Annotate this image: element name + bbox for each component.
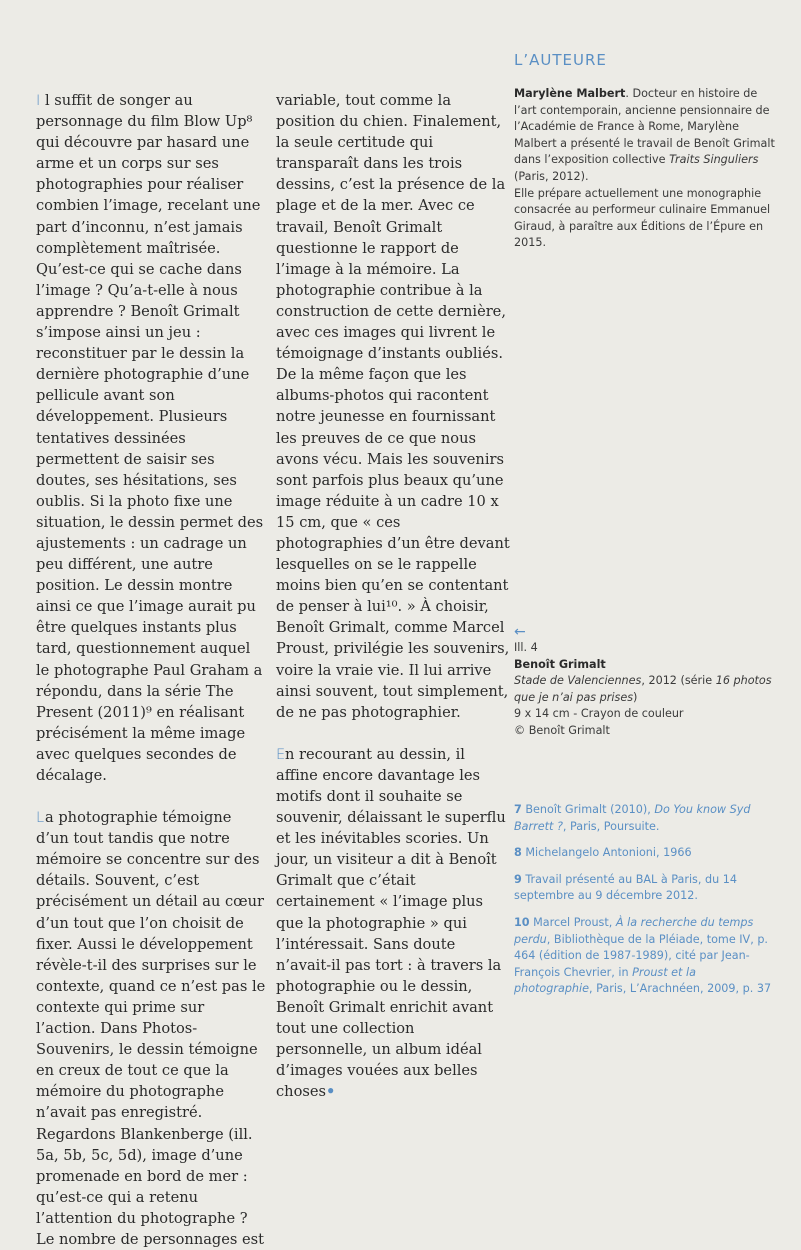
left-arrow-icon: ← xyxy=(514,624,526,640)
footnote-text: , Paris, Poursuite. xyxy=(562,819,660,833)
footnote-text: , Bibliothèque de la Pléiade, tome IV, p. 464 (édition de 1987-1989), cité par Jean-François Chevrier, in xyxy=(514,932,768,979)
footnote-text: Travail présenté au BAL à Paris, du 14 septembre au 9 décembre 2012. xyxy=(514,872,737,903)
footnote-number: 7 xyxy=(514,803,522,816)
paragraph-text: n recourant au dessin, il affine encore davantage les motifs dont il souhaite se souvenir, délaissant le superflu et les inévitables scories. Un jour, un visiteur a dit à Benoît Grimalt que c’était certainement « l’image plus que la photographie » qui l’intéressait. Sans doute n’avait-il pas tort : à travers la photographie ou le dessin, Benoît Grimalt enrichit avant tout une collection personnelle, un album idéal d’images vouées aux belles choses xyxy=(276,745,506,1101)
exhibition-title: Traits Singuliers xyxy=(669,153,759,167)
paragraph-dessin xyxy=(276,744,510,1103)
article-column-1 xyxy=(36,90,268,1250)
footnote-text: Michelangelo Antonioni, 1966 xyxy=(521,846,692,860)
footnote-7 xyxy=(514,802,776,835)
caption-copyright: © Benoît Grimalt xyxy=(514,723,610,737)
paragraph-text: l suffit de songer au personnage du film Blow Up⁸ qui découvre par hasard une arme et un corps sur ses photographies pour réaliser combien l’image, recelant une part d’inconnu, n’est jamais complètement maîtrisée. Qu’est-ce qui se cache dans l’image ? Qu’a-t-elle à nous apprendre ? Benoît Grimalt s’impose ainsi un jeu : reconstituer par le dessin la dernière photographie d’une pellicule avant son développement. Plusieurs tentatives dessinées permettent de saisir ses doutes, ses hésitations, ses oublis. Si la photo fixe une situation, le dessin permet des ajustements : un cadrage un peu différent, une autre position. Le dessin montre ainsi ce que l’image aurait pu être quelques instants plus tard, questionnement auquel le photographe Paul Graham a répondu, dans la série The Present (2011)⁹ en réalisant précisément la même image avec quelques secondes de décalage. xyxy=(36,92,264,784)
footnote-10 xyxy=(514,915,776,998)
caption-title: Stade de Valenciennes xyxy=(514,674,642,688)
caption-text: , 2012 (série xyxy=(641,674,716,688)
caption-dimensions: 9 x 14 cm - Crayon de couleur xyxy=(514,707,684,721)
author-bio-text: (Paris, 2012). xyxy=(514,169,589,183)
author-bio xyxy=(514,86,776,252)
paragraph-blow-up xyxy=(36,90,268,786)
footnotes xyxy=(514,802,776,1008)
footnote-italic: À la recherche du temps perdu xyxy=(514,915,754,946)
article-column-2 xyxy=(276,90,510,1102)
author-bio-text: . Docteur en histoire de l’art contemporain, ancienne pensionnaire de l’Académie de France à Rome, Marylène Malbert a présenté le travail de Benoît Grimalt dans l’exposition collective xyxy=(514,87,775,167)
author-bio-line2: Elle prépare actuellement une monographie consacrée au performeur culinaire Emmanuel Giraud, à paraître aux Éditions de l’Épure en 2015. xyxy=(514,186,771,250)
caption-artist: Benoît Grimalt xyxy=(514,657,606,671)
dropcap-l: L xyxy=(36,809,45,827)
footnote-italic: Do You know Syd Barrett ? xyxy=(514,803,751,833)
footnote-number: 9 xyxy=(514,872,522,886)
footnote-text: Marcel Proust, xyxy=(529,915,616,929)
footnote-9 xyxy=(514,872,776,905)
paragraph-text: a photographie témoigne d’un tout tandis que notre mémoire se concentre sur des détails. Souvent, c’est précisément un détail au cœur d’un tout que l’on choisit de fixer. Aussi le développement révèle-t-il des surprises sur le contexte, quand ce n’est pas le contexte qui prime sur l’action. Dans Photos-Souvenirs, le dessin témoigne en creux de tout ce que la mémoire du photographe n’avait pas enregistré. Regardons Blankenberge (ill. 5a, 5b, 5c, 5d), image d’une promenade en bord de mer : qu’est-ce qui a retenu l’attention du photographe ? Le nombre de personnages est xyxy=(36,809,266,1248)
dropcap-e: E xyxy=(276,745,286,763)
caption-title-line xyxy=(514,673,776,706)
footnote-text: Benoît Grimalt (2010), xyxy=(521,803,655,816)
footnote-number: 10 xyxy=(514,915,530,929)
footnote-italic: Proust et la photographie xyxy=(514,965,696,996)
footnote-text: , Paris, L’Arachnéen, 2009, p. 37 xyxy=(589,982,772,996)
caption-series: 16 photos que je n’ai pas prises xyxy=(514,674,772,704)
illustration-caption xyxy=(514,624,776,740)
paragraph-souvenirs: variable, tout comme la position du chien. Finalement, la seule certitude qui transparaît dans les trois dessins, c’est la présence de la plage et de la mer. Avec ce travail, Benoît Grimalt questionne le rapport de l’image à la mémoire. La photographie contribue à la construction de cette dernière, avec ces images qui livrent le témoignage d’instants oubliés. De la même façon que les albums-photos qui racontent notre jeunesse en fournissant les preuves de ce que nous avons vécu. Mais les souvenirs sont parfois plus beaux qu’une image réduite à un cadre 10 x 15 cm, que « ces photographies d’un être devant lesquelles on se le rappelle moins bien qu’en se contentant de penser à lui¹⁰. » À choisir, Benoît Grimalt, comme Marcel Proust, privilégie les souvenirs, voire la vraie vie. Il lui arrive ainsi souvent, tout simplement, de ne pas photographier. xyxy=(276,92,510,721)
paragraph-memory xyxy=(36,807,268,1250)
caption-ill-number: Ill. 4 xyxy=(514,641,538,654)
end-of-article-mark: • xyxy=(325,1083,336,1101)
author-heading: L’AUTEURE xyxy=(514,51,607,69)
caption-text: ) xyxy=(633,690,638,704)
dropcap-i: I xyxy=(36,92,41,109)
footnote-8 xyxy=(514,845,776,862)
author-name: Marylène Malbert xyxy=(514,87,626,100)
footnote-number: 8 xyxy=(514,846,522,860)
